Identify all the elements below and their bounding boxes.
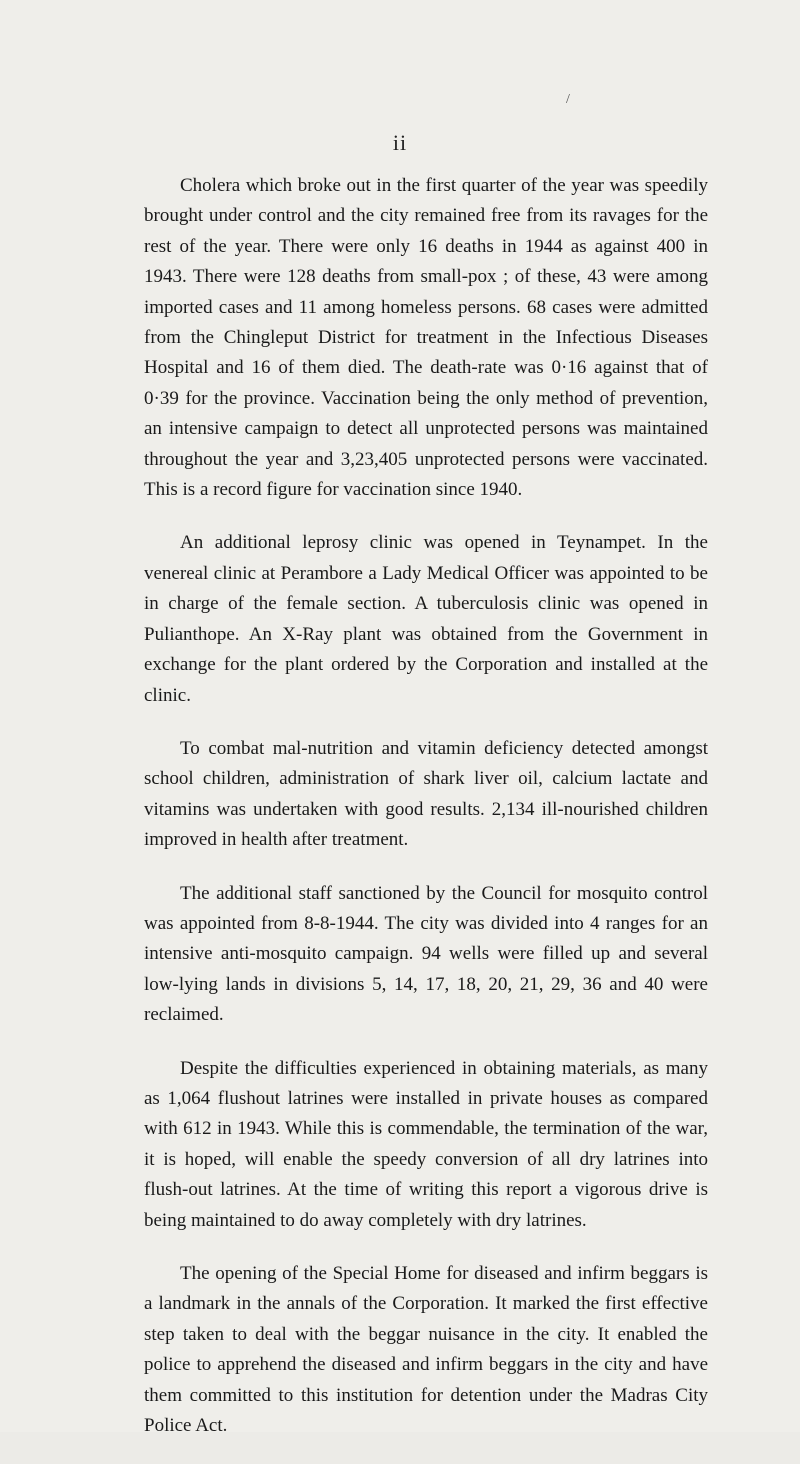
stray-mark: / bbox=[566, 92, 570, 107]
paragraph-beggars-home: The opening of the Special Home for diseased and infirm beggars is a landmark in the annals of the Corporation. It marked the first effective step taken to deal with the beggar nuisance in the city. It enabled the police to apprehend the diseased and infirm beggars in the city and have them committed to this institution for detention under the Madras City Police Act. bbox=[144, 1263, 708, 1437]
page-number: ii bbox=[392, 130, 408, 155]
paragraph-cholera: Cholera which broke out in the first quarter of the year was speedily brought under control and the city remained free from its ravages for the rest of the year. There were only 16 deaths in 1944 as against 400 in 1943. There were 128 deaths from small-pox ; of these, 43 were among imported cases and 11 among homeless persons. 68 cases were admitted from the Chingleput District for treatment in the Infectious Diseases Hospital and 16 of them died. The death-rate was 0·16 against that of 0·39 for the province. Vaccination being the only method of prevention, an intensive campaign to detect all unprotected persons was maintained throughout the year and 3,23,405 unprotected persons were vaccinated. This is a record figure for vaccination since 1940. bbox=[144, 175, 708, 501]
paragraph-clinics: An additional leprosy clinic was opened in Teynampet. In the venereal clinic at Perambore a Lady Medical Officer was appointed to be in charge of the female section. A tuberculosis clinic was opened in Pulianthope. An X-Ray plant was obtained from the Government in exchange for the plant ordered by the Corporation and installed at the clinic. bbox=[144, 532, 708, 706]
paragraph-latrines: Despite the difficulties experienced in obtaining materials, as many as 1,064 flushout latrines were installed in private houses as compared with 612 in 1943. While this is commendable, the termination of the war, it is hoped, will enable the speedy conversion of all dry latrines into flush-out latrines. At the time of writing this report a vigorous drive is being maintained to do away completely with dry latrines. bbox=[144, 1057, 708, 1231]
paragraph-nutrition: To combat mal-nutrition and vitamin deficiency detected amongst school children, administration of shark liver oil, calcium lactate and vitamins was undertaken with good results. 2,134 ill-nourished children improved in health after treatment. bbox=[144, 737, 708, 851]
paragraph-mosquito-control: The additional staff sanctioned by the Council for mosquito control was appointed from 8-8-1944. The city was divided into 4 ranges for an intensive anti-mosquito campaign. 94 wells were filled up and several low-lying lands in divisions 5, 14, 17, 18, 20, 21, 29, 36 and 40 were reclaimed. bbox=[144, 882, 708, 1026]
report-body bbox=[144, 171, 708, 1464]
